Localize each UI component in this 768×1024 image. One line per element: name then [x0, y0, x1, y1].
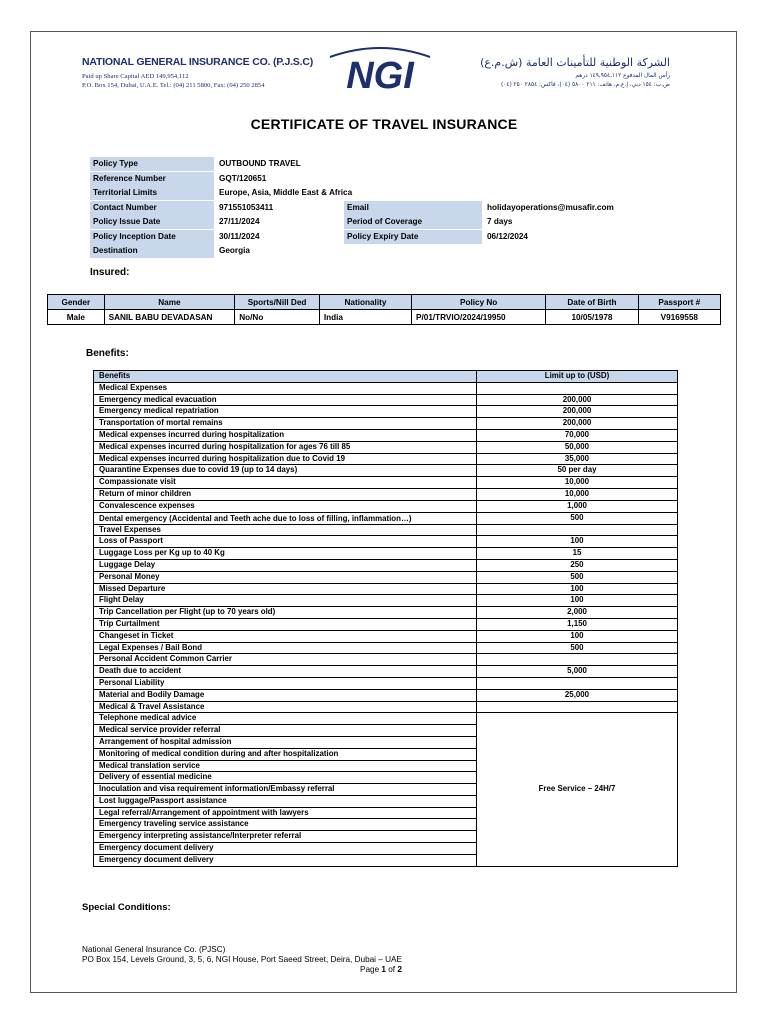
ngi-logo-text: NGI: [346, 55, 414, 95]
benefit-name: Luggage Loss per Kg up to 40 Kg: [94, 548, 477, 560]
destination-label: Destination: [90, 244, 214, 258]
ngi-logo: [322, 45, 438, 95]
benefit-row: [94, 453, 678, 465]
benefit-limit: 5,000: [477, 666, 678, 678]
benefit-name: Trip Cancellation per Flight (up to 70 years old): [94, 607, 477, 619]
insured-passport: V9169558: [638, 310, 720, 325]
benefit-limit: 70,000: [477, 429, 678, 441]
col-limit: Limit up to (USD): [477, 371, 678, 383]
benefit-name: Personal Money: [94, 571, 477, 583]
benefit-limit: 50 per day: [477, 465, 678, 477]
assistance-item: Emergency document delivery: [94, 843, 477, 855]
insured-heading: Insured:: [90, 267, 130, 278]
benefit-row: [94, 559, 678, 571]
contact-value: 971551053411: [219, 202, 274, 212]
benefit-name: Flight Delay: [94, 595, 477, 607]
contact-label: Contact Number: [90, 201, 214, 215]
coverage-label: Period of Coverage: [344, 215, 482, 229]
benefit-name: Medical expenses incurred during hospitalization: [94, 429, 477, 441]
policy-type-value: OUTBOUND TRAVEL: [219, 159, 301, 168]
benefit-limit: 50,000: [477, 441, 678, 453]
benefit-limit: 100: [477, 583, 678, 595]
insured-table: [47, 294, 721, 325]
email-label: Email: [344, 201, 482, 215]
benefit-name: Missed Departure: [94, 583, 477, 595]
insured-row: [48, 310, 721, 325]
personal-accident-row: [94, 654, 678, 666]
section-title: Medical & Travel Assistance: [94, 701, 477, 713]
territorial-label: Territorial Limits: [90, 186, 214, 200]
coverage-value: 7 days: [487, 217, 513, 226]
benefit-name: Legal Expenses / Bail Bond: [94, 642, 477, 654]
benefit-row: [94, 642, 678, 654]
benefit-name: Quarantine Expenses due to covid 19 (up to 14 days): [94, 465, 477, 477]
assistance-item: Emergency interpreting assistance/Interpreter referral: [94, 831, 477, 843]
assistance-row: [94, 701, 678, 713]
benefit-row: [94, 666, 678, 678]
benefit-limit: 35,000: [477, 453, 678, 465]
benefit-limit: 100: [477, 536, 678, 548]
email-value: holidayoperations@musafir.com: [487, 202, 614, 212]
benefit-name: Return of minor children: [94, 488, 477, 500]
footer-address: PO Box 154, Levels Ground, 3, 5, 6, NGI House, Port Saeed Street, Deira, Dubai – UAE: [82, 955, 402, 964]
col-sports: Sports/Nill Ded: [235, 295, 320, 310]
assistance-item: Emergency document delivery: [94, 854, 477, 866]
section-title: Personal Liability: [94, 677, 477, 689]
issue-date-value: 27/11/2024: [219, 217, 260, 226]
certificate-title: CERTIFICATE OF TRAVEL INSURANCE: [250, 116, 518, 132]
policy-type-label: Policy Type: [90, 157, 214, 171]
benefit-name: Emergency medical evacuation: [94, 394, 477, 406]
benefit-name: Medical expenses incurred during hospitalization for ages 76 till 85: [94, 441, 477, 453]
section-title: Medical Expenses: [94, 382, 477, 394]
footer-company: National General Insurance Co. (PJSC): [82, 945, 226, 954]
section-blank: [477, 677, 678, 689]
issue-date-label: Policy Issue Date: [90, 215, 214, 229]
benefit-limit: 15: [477, 548, 678, 560]
page-prefix: Page: [360, 965, 382, 974]
assistance-item: Arrangement of hospital admission: [94, 736, 477, 748]
benefit-row: [94, 630, 678, 642]
medical-expenses-row: [94, 382, 678, 394]
page-current: 1: [381, 965, 386, 974]
benefit-row: [94, 488, 678, 500]
company-name-en: NATIONAL GENERAL INSURANCE CO. (P.J.S.C): [82, 56, 313, 68]
expiry-date-value: 06/12/2024: [487, 231, 528, 241]
assistance-item: Lost luggage/Passport assistance: [94, 795, 477, 807]
col-dob: Date of Birth: [546, 295, 638, 310]
benefit-row: [94, 595, 678, 607]
travel-expenses-row: [94, 524, 678, 536]
benefit-limit: 10,000: [477, 488, 678, 500]
col-nationality: Nationality: [319, 295, 411, 310]
benefit-row: [94, 465, 678, 477]
col-name: Name: [104, 295, 235, 310]
assistance-item: Emergency traveling service assistance: [94, 819, 477, 831]
benefits-heading: Benefits:: [86, 348, 129, 359]
benefit-row: [94, 406, 678, 418]
reference-label: Reference Number: [90, 172, 214, 186]
benefit-limit: 100: [477, 595, 678, 607]
col-passport: Passport #: [638, 295, 720, 310]
expiry-date-label: Policy Expiry Date: [344, 230, 482, 244]
benefit-name: Material and Bodily Damage: [94, 689, 477, 701]
assistance-item: Legal referral/Arrangement of appointment with lawyers: [94, 807, 477, 819]
page-total: 2: [397, 965, 402, 974]
benefit-row: [94, 689, 678, 701]
col-policy-no: Policy No: [412, 295, 546, 310]
insured-nationality: India: [319, 310, 411, 325]
col-benefits: Benefits: [94, 371, 477, 383]
insured-policy-no: P/01/TRVIO/2024/19950: [412, 310, 546, 325]
share-capital-en: Paid up Share Capital AED 149,954,112: [82, 73, 189, 80]
benefit-name: Emergency medical repatriation: [94, 406, 477, 418]
benefit-row: [94, 394, 678, 406]
benefit-limit: 500: [477, 642, 678, 654]
benefit-name: Changeset in Ticket: [94, 630, 477, 642]
insured-name: SANIL BABU DEVADASAN: [104, 310, 235, 325]
assistance-item: Telephone medical advice: [94, 713, 477, 725]
benefit-name: Transportation of mortal remains: [94, 418, 477, 430]
benefit-limit: 1,000: [477, 500, 678, 512]
insured-gender: Male: [48, 310, 105, 325]
benefit-row: [94, 607, 678, 619]
assistance-item: Delivery of essential medicine: [94, 772, 477, 784]
page-of: of: [385, 965, 398, 974]
benefit-limit: 100: [477, 630, 678, 642]
benefit-name: Loss of Passport: [94, 536, 477, 548]
benefit-row: [94, 429, 678, 441]
section-blank: [477, 654, 678, 666]
benefit-limit: 2,000: [477, 607, 678, 619]
territorial-value: Europe, Asia, Middle East & Africa: [219, 188, 353, 197]
special-conditions-heading: Special Conditions:: [82, 902, 171, 913]
benefit-limit: 200,000: [477, 394, 678, 406]
col-gender: Gender: [48, 295, 105, 310]
benefit-name: Medical expenses incurred during hospitalization due to Covid 19: [94, 453, 477, 465]
benefits-body: [94, 371, 678, 867]
benefit-name: Dental emergency (Accidental and Teeth ache due to loss of filling, inflammation…): [94, 512, 477, 524]
section-blank: [477, 701, 678, 713]
page-number: [360, 965, 402, 974]
benefit-row: [94, 571, 678, 583]
benefit-name: Compassionate visit: [94, 477, 477, 489]
inception-date-label: Policy Inception Date: [90, 230, 214, 244]
benefit-name: Luggage Delay: [94, 559, 477, 571]
benefits-header-row: [94, 371, 678, 383]
benefit-row: [94, 418, 678, 430]
personal-liability-row: [94, 677, 678, 689]
destination-value: Georgia: [219, 246, 250, 255]
assistance-item: Monitoring of medical condition during and after hospitalization: [94, 748, 477, 760]
benefit-row: [94, 500, 678, 512]
benefit-row: [94, 536, 678, 548]
benefit-limit: 25,000: [477, 689, 678, 701]
benefit-limit: 250: [477, 559, 678, 571]
section-title: Personal Accident Common Carrier: [94, 654, 477, 666]
assistance-item: Medical translation service: [94, 760, 477, 772]
insured-dob: 10/05/1978: [546, 310, 638, 325]
reference-value: GQT/120651: [219, 173, 267, 183]
company-name-ar: الشركة الوطنية للتأمينات العامة (ش.م.ع): [480, 56, 670, 69]
assistance-item: Medical service provider referral: [94, 725, 477, 737]
benefit-row: [94, 477, 678, 489]
benefit-name: Trip Curtailment: [94, 618, 477, 630]
section-title: Travel Expenses: [94, 524, 477, 536]
share-capital-ar: رأس المال المدفوع ١٤٩,٩٥٤,١١٢ درهم: [575, 73, 670, 79]
benefit-row: [94, 548, 678, 560]
benefit-limit: 500: [477, 571, 678, 583]
insured-header-row: [48, 295, 721, 310]
section-blank: [477, 382, 678, 394]
benefit-limit: 10,000: [477, 477, 678, 489]
assistance-limit: Free Service – 24H/7: [477, 713, 678, 866]
benefit-limit: 1,150: [477, 618, 678, 630]
company-address-ar: ص.ب: ١٥٤ دبي، إ.ع.م، هاتف: ٢١١ ٥٨٠٠ (٠٤)، فاكس: ٢٨٥٤ ٢٥٠ (٠٤): [500, 82, 670, 88]
benefit-name: Death due to accident: [94, 666, 477, 678]
section-blank: [477, 524, 678, 536]
benefit-row: [94, 618, 678, 630]
assistance-item: Inoculation and visa requirement information/Embassy referral: [94, 784, 477, 796]
company-address-en: P.O. Box 154, Dubai, U.A.E. Tel.: (04) 211 5800, Fax: (04) 250 2854: [82, 82, 265, 89]
benefit-row: [94, 583, 678, 595]
benefit-limit: 200,000: [477, 418, 678, 430]
benefits-table: [93, 370, 678, 867]
inception-date-value: 30/11/2024: [219, 231, 260, 241]
benefit-name: Convalescence expenses: [94, 500, 477, 512]
benefit-limit: 500: [477, 512, 678, 524]
benefit-row: [94, 441, 678, 453]
benefit-row: [94, 512, 678, 524]
assistance-item-row: [94, 713, 678, 725]
benefit-limit: 200,000: [477, 406, 678, 418]
insured-sports: No/No: [235, 310, 320, 325]
